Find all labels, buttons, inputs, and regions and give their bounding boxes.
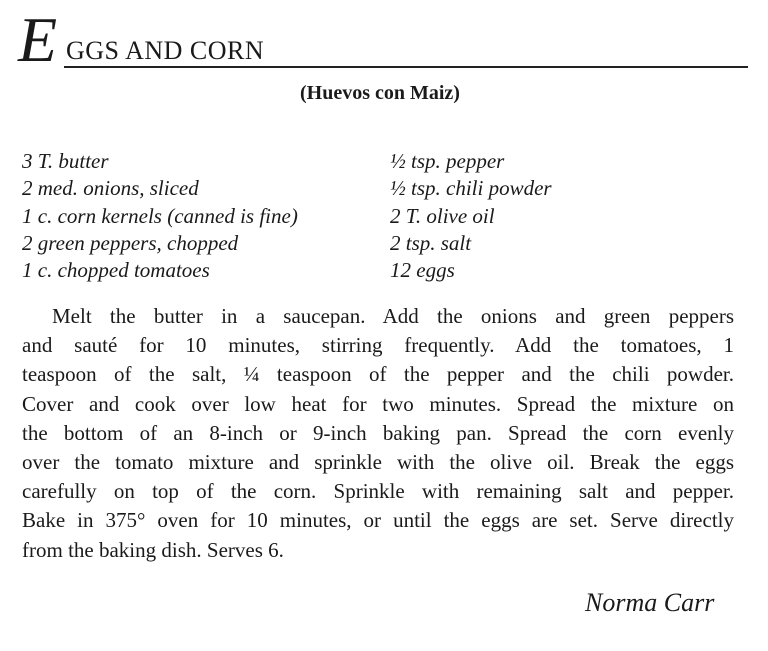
ingredient: 12 eggs [390,258,455,283]
instruction-line: Melt the butter in a saucepan. Add the onions and green peppers [52,304,734,328]
title-rule [64,66,748,68]
ingredient: 2 tsp. salt [390,230,472,255]
instruction-line: and sauté for 10 minutes, stirring frequently. Add the tomatoes, 1 [22,333,734,358]
ingredient: 1 c. corn kernels (canned is fine) [22,203,298,228]
instruction-line: carefully on top of the corn. Sprinkle with remaining salt and pepper. [22,479,734,504]
ingredients-left [22,148,298,284]
instruction-line: teaspoon of the salt, ¼ teaspoon of the pepper and the chili powder. [22,362,734,387]
instruction-line: the bottom of an 8-inch or 9-inch baking pan. Spread the corn evenly [22,420,734,445]
instruction-line: Bake in 375° oven for 10 minutes, or until the eggs are set. Serve directly [22,508,734,533]
ingredient: 3 T. butter [22,149,109,173]
ingredient: ½ tsp. pepper [390,149,505,173]
ingredient: 1 c. chopped tomatoes [22,258,210,283]
ingredient: ½ tsp. chili powder [390,176,552,201]
recipe-title: GGS AND CORN [66,36,265,65]
ingredients-right [390,148,552,284]
recipe-subtitle: (Huevos con Maiz) [300,82,460,104]
title-initial: E [18,4,58,75]
ingredient: 2 med. onions, sliced [22,176,199,201]
author-signature: Norma Carr [585,588,715,617]
ingredient: 2 T. olive oil [390,203,495,228]
instruction-line: from the baking dish. Serves 6. [22,537,284,562]
instruction-line: over the tomato mixture and sprinkle with the olive oil. Break the eggs [22,449,734,474]
ingredient: 2 green peppers, chopped [22,230,239,255]
instruction-line: Cover and cook over low heat for two minutes. Spread the mixture on [22,391,734,416]
instructions [22,302,734,565]
